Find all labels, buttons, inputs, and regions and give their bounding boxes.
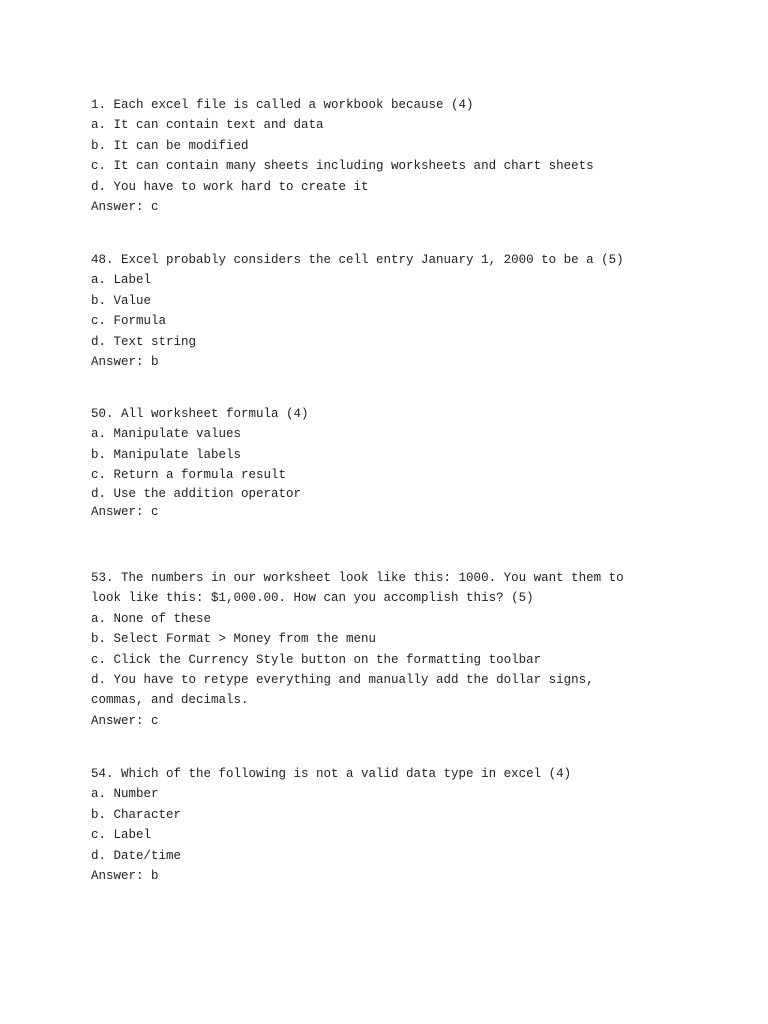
answer-line: Answer: c bbox=[91, 713, 159, 728]
question-48 bbox=[91, 250, 691, 372]
option-d: d. Text string bbox=[91, 334, 197, 349]
answer-line: Answer: b bbox=[91, 868, 159, 883]
option-b: b. Manipulate labels bbox=[91, 447, 242, 462]
option-d: d. You have to work hard to create it bbox=[91, 179, 369, 194]
question-prompt: 48. Excel probably considers the cell entry January 1, 2000 to be a (5) bbox=[91, 253, 624, 267]
option-c: c. Label bbox=[91, 828, 152, 843]
option-c: c. It can contain many sheets including worksheets and chart sheets bbox=[91, 159, 594, 174]
option-b: b. Value bbox=[91, 293, 152, 308]
option-c: c. Return a formula result bbox=[91, 468, 287, 483]
question-50 bbox=[91, 404, 691, 522]
option-a: a. It can contain text and data bbox=[91, 118, 324, 133]
option-d-continued: commas, and decimals. bbox=[91, 693, 249, 708]
option-a: a. Number bbox=[91, 787, 159, 802]
option-d: d. You have to retype everything and manually add the dollar signs, bbox=[91, 672, 594, 687]
option-c: c. Formula bbox=[91, 314, 167, 329]
option-d: d. Date/time bbox=[91, 848, 182, 863]
question-1 bbox=[91, 95, 691, 217]
option-b: b. Select Format > Money from the menu bbox=[91, 632, 377, 647]
option-a: a. Manipulate values bbox=[91, 427, 242, 442]
question-prompt-line-2: look like this: $1,000.00. How can you accomplish this? (5) bbox=[91, 591, 534, 606]
answer-line: Answer: b bbox=[91, 354, 159, 369]
option-b: b. Character bbox=[91, 807, 182, 822]
option-b: b. It can be modified bbox=[91, 138, 249, 153]
question-prompt-line-1: 53. The numbers in our worksheet look like this: 1000. You want them to bbox=[91, 571, 624, 585]
question-prompt: 50. All worksheet formula (4) bbox=[91, 407, 309, 421]
question-53 bbox=[91, 568, 691, 731]
option-a: a. None of these bbox=[91, 611, 212, 626]
question-prompt: 54. Which of the following is not a valid data type in excel (4) bbox=[91, 767, 572, 781]
option-c: c. Click the Currency Style button on the formatting toolbar bbox=[91, 652, 542, 667]
answer-line: Answer: c bbox=[91, 199, 159, 214]
answer-line: Answer: c bbox=[91, 504, 159, 519]
option-d: d. Use the addition operator bbox=[91, 486, 302, 501]
option-a: a. Label bbox=[91, 273, 152, 288]
question-54 bbox=[91, 764, 691, 886]
question-prompt: 1. Each excel file is called a workbook because (4) bbox=[91, 98, 474, 112]
